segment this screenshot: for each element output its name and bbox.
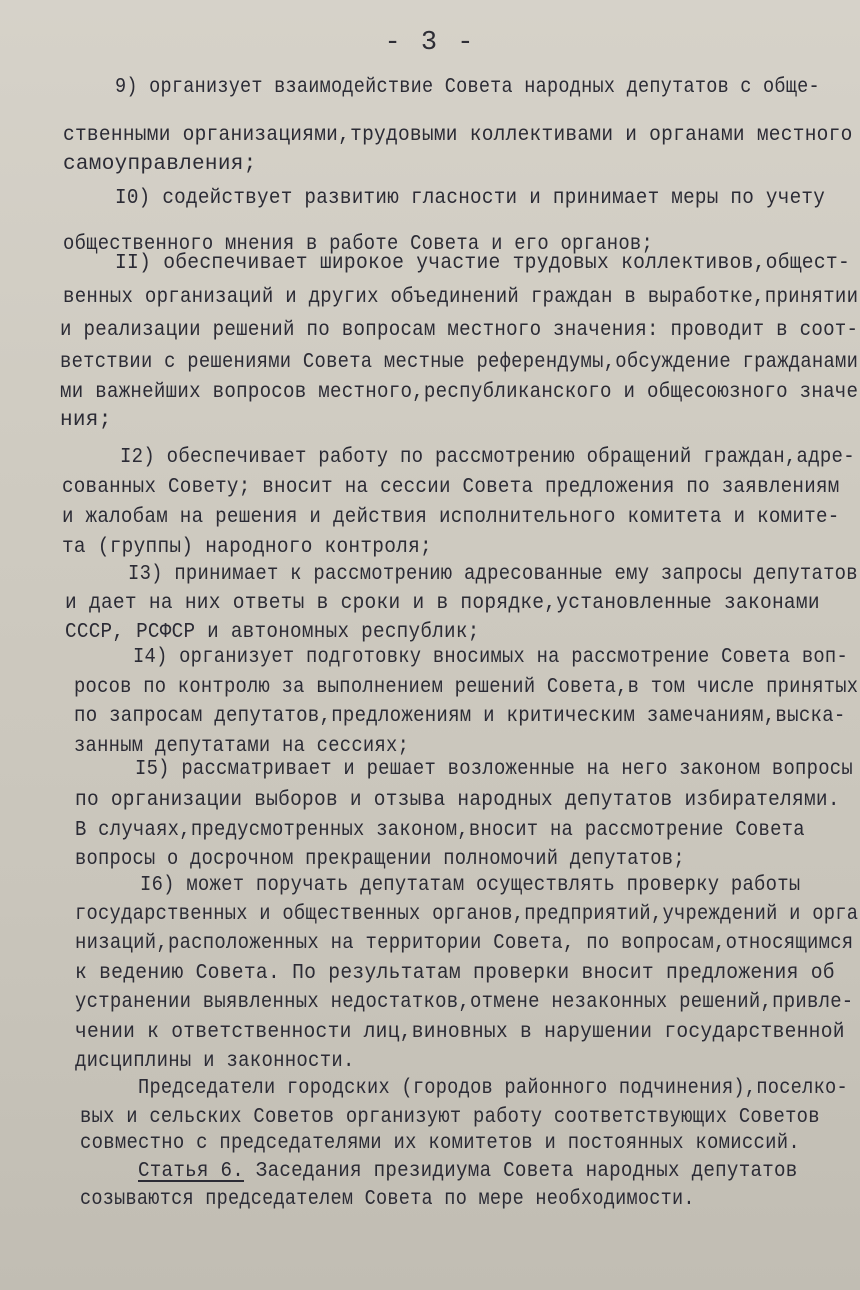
text-line: по запросам депутатов,предложениям и критическим замечаниям,выска- xyxy=(74,705,846,728)
text-line: и жалобам на решения и действия исполнительного комитета и комите- xyxy=(62,506,840,529)
article-text: Заседания президиума Совета народных депутатов xyxy=(244,1160,798,1183)
text-line: сованных Совету; вносит на сессии Совета предложения по заявлениям xyxy=(62,476,840,499)
text-line: созываются председателем Совета по мере необходимости. xyxy=(80,1188,695,1211)
text-line: вопросы о досрочном прекращении полномочий депутатов; xyxy=(75,848,685,871)
text-line: дисциплины и законности. xyxy=(75,1050,355,1073)
text-line: В случаях,предусмотренных законом,вносит на рассмотрение Совета xyxy=(75,819,805,842)
text-line: ственными организациями,трудовыми коллективами и органами местного xyxy=(63,124,853,147)
text-line: ми важнейших вопросов местного,республиканского и общесоюзного значе xyxy=(60,381,859,404)
text-line: Председатели городских (городов районного подчинения),поселко- xyxy=(138,1077,848,1100)
text-line: I3) принимает к рассмотрению адресованные ему запросы депутатов xyxy=(128,563,858,586)
text-line: и реализации решений по вопросам местного значения: проводит в соот- xyxy=(60,319,859,342)
text-line: II) обеспечивает широкое участие трудовых коллективов,общест- xyxy=(115,252,851,275)
text-line: ветствии с решениями Совета местные референдумы,обсуждение гражданами xyxy=(60,351,859,374)
page-number: - 3 - xyxy=(384,28,476,58)
text-line: СССР, РСФСР и автономных республик; xyxy=(65,621,480,644)
text-line: общественного мнения в работе Совета и его органов; xyxy=(63,233,654,256)
text-line: самоуправления; xyxy=(63,153,257,176)
text-line: и дает на них ответы в сроки и в порядке,установленные законами xyxy=(65,592,820,615)
text-line: вых и сельских Советов организуют работу соответствующих Советов xyxy=(80,1106,820,1129)
article-heading-line xyxy=(138,1160,798,1183)
article-label: Статья 6. xyxy=(138,1160,245,1183)
text-line: I5) рассматривает и решает возложенные на него законом вопросы xyxy=(135,758,853,781)
text-line: ния; xyxy=(60,409,112,432)
text-line: та (группы) народного контроля; xyxy=(62,536,432,559)
text-line: I0) содействует развитию гласности и принимает меры по учету xyxy=(115,187,826,210)
text-line: росов по контролю за выполнением решений Совета,в том числе принятых xyxy=(74,676,859,699)
text-line: 9) организует взаимодействие Совета народных депутатов с обще- xyxy=(115,76,820,99)
text-line: I6) может поручать депутатам осуществлять проверку работы xyxy=(140,874,801,897)
text-line: занным депутатами на сессиях; xyxy=(74,735,410,758)
text-line: венных организаций и других объединений граждан в выработке,принятии xyxy=(63,286,859,309)
text-line: I4) организует подготовку вносимых на рассмотрение Совета воп- xyxy=(133,646,848,669)
text-line: низаций,расположенных на территории Совета, по вопросам,относящимся xyxy=(75,932,854,955)
text-line: устранении выявленных недостатков,отмене незаконных решений,привле- xyxy=(75,991,854,1014)
text-line: к ведению Совета. По результатам проверки вносит предложения об xyxy=(75,962,835,985)
text-line: государственных и общественных органов,предприятий,учреждений и орга xyxy=(75,903,859,926)
text-line: I2) обеспечивает работу по рассмотрению обращений граждан,адре- xyxy=(120,446,855,469)
text-line: совместно с председателями их комитетов и постоянных комиссий. xyxy=(80,1132,800,1155)
text-line: по организации выборов и отзыва народных депутатов избирателями. xyxy=(75,789,840,812)
text-line: чении к ответственности лиц,виновных в нарушении государственной xyxy=(75,1021,845,1044)
